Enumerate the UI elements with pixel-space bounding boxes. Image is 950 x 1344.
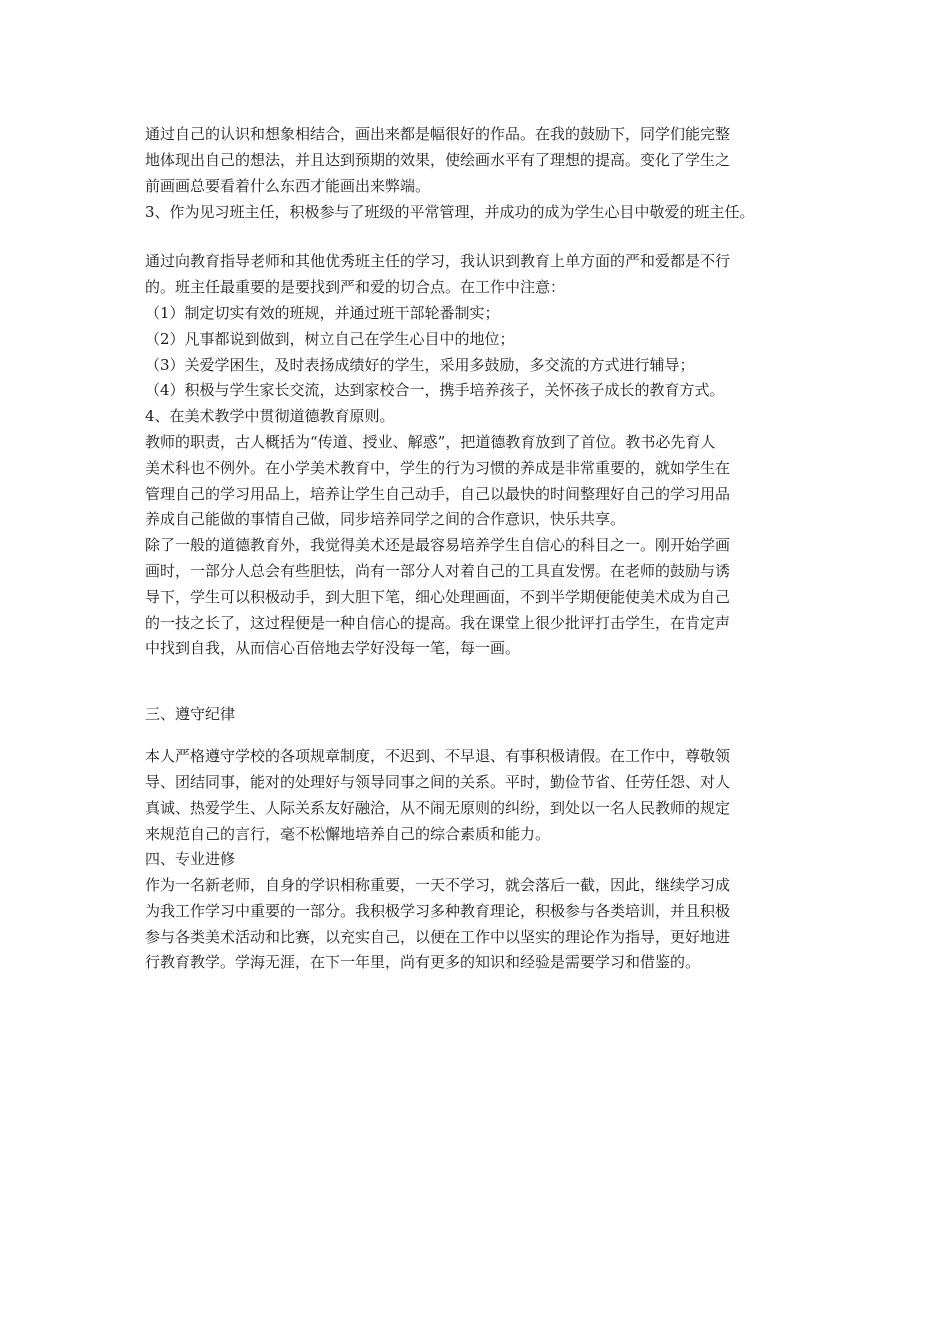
paragraph-line: 前画画总要看着什么东西才能画出来弊端。 <box>145 177 431 195</box>
paragraph-line: 参与各类美术活动和比赛，以充实自己，以便在工作中以坚实的理论作为指导，更好地进 <box>145 928 731 946</box>
paragraph-line: 本人严格遵守学校的各项规章制度，不迟到、不早退、有事积极请假。在工作中，尊敬领 <box>145 747 731 765</box>
list-item: （4）积极与学生家长交流，达到家校合一，携手培养孩子，关怀孩子成长的教育方式。 <box>145 381 725 399</box>
paragraph-line: 真诚、热爱学生、人际关系友好融洽，从不闹无原则的纠纷，到处以一名人民教师的规定 <box>145 799 731 817</box>
list-item: （3）关爱学困生，及时表扬成绩好的学生，采用多鼓励，多交流的方式进行辅导； <box>145 356 695 374</box>
paragraph-line: 为我工作学习中重要的一部分。我积极学习多种教育理论，积极参与各类培训，并且积极 <box>145 902 731 920</box>
list-item: （2）凡事都说到做到，树立自己在学生心目中的地位； <box>145 330 515 348</box>
section-heading: 三、遵守纪律 <box>145 705 236 723</box>
list-heading-4: 4、在美术教学中贯彻道德教育原则。 <box>145 407 395 425</box>
paragraph-line: 地体现出自己的想法，并且达到预期的效果，使绘画水平有了理想的提高。变化了学生之 <box>145 151 731 169</box>
paragraph-line: 教师的职责，古人概括为“传道、授业、解惑”，把道德教育放到了首位。教书必先育人 <box>145 433 716 451</box>
paragraph-line: 除了一般的道德教育外，我觉得美术还是最容易培养学生自信心的科目之一。刚开始学画 <box>145 536 731 554</box>
paragraph-line: 画时，一部分人总会有些胆怯，尚有一部分人对着自己的工具直发愣。在老师的鼓励与诱 <box>145 562 731 580</box>
paragraph-line: 管理自己的学习用品上，培养让学生自己动手，自己以最快的时间整理好自己的学习用品 <box>145 485 731 503</box>
list-heading-3: 3、作为见习班主任，积极参与了班级的平常管理，并成功的成为学生心目中敬爱的班主任。 <box>145 203 755 221</box>
paragraph-line: 导下，学生可以积极动手，到大胆下笔，细心处理画面，不到半学期便能使美术成为自己 <box>145 588 731 606</box>
paragraph-line: 的一技之长了，这过程便是一种自信心的提高。我在课堂上很少批评打击学生，在肯定声 <box>145 614 731 632</box>
paragraph-line: 来规范自己的言行，毫不松懈地培养自己的综合素质和能力。 <box>145 825 551 843</box>
paragraph-line: 的。班主任最重要的是要找到严和爱的切合点。在工作中注意： <box>145 278 566 296</box>
paragraph-line: 行教育教学。学海无涯，在下一年里，尚有更多的知识和经验是需要学习和借鉴的。 <box>145 953 701 971</box>
paragraph-line: 美术科也不例外。在小学美术教育中，学生的行为习惯的养成是非常重要的，就如学生在 <box>145 459 731 477</box>
paragraph-line: 导、团结同事，能对的处理好与领导同事之间的关系。平时，勤俭节省、任劳任怨、对人 <box>145 773 731 791</box>
paragraph-line: 中找到自我，从而信心百倍地去学好没每一笔，每一画。 <box>145 639 521 657</box>
paragraph-line: 通过向教育指导老师和其他优秀班主任的学习，我认识到教育上单方面的严和爱都是不行 <box>145 252 731 270</box>
paragraph-line: 养成自己能做的事情自己做，同步培养同学之间的合作意识，快乐共享。 <box>145 510 626 528</box>
paragraph-line: 通过自己的认识和想象相结合，画出来都是幅很好的作品。在我的鼓励下，同学们能完整 <box>145 125 731 143</box>
section-heading: 四、专业进修 <box>145 850 236 868</box>
paragraph-line: 作为一名新老师，自身的学识相称重要，一天不学习，就会落后一截，因此，继续学习成 <box>145 876 731 894</box>
list-item: （1）制定切实有效的班规，并通过班干部轮番制实； <box>145 304 500 322</box>
